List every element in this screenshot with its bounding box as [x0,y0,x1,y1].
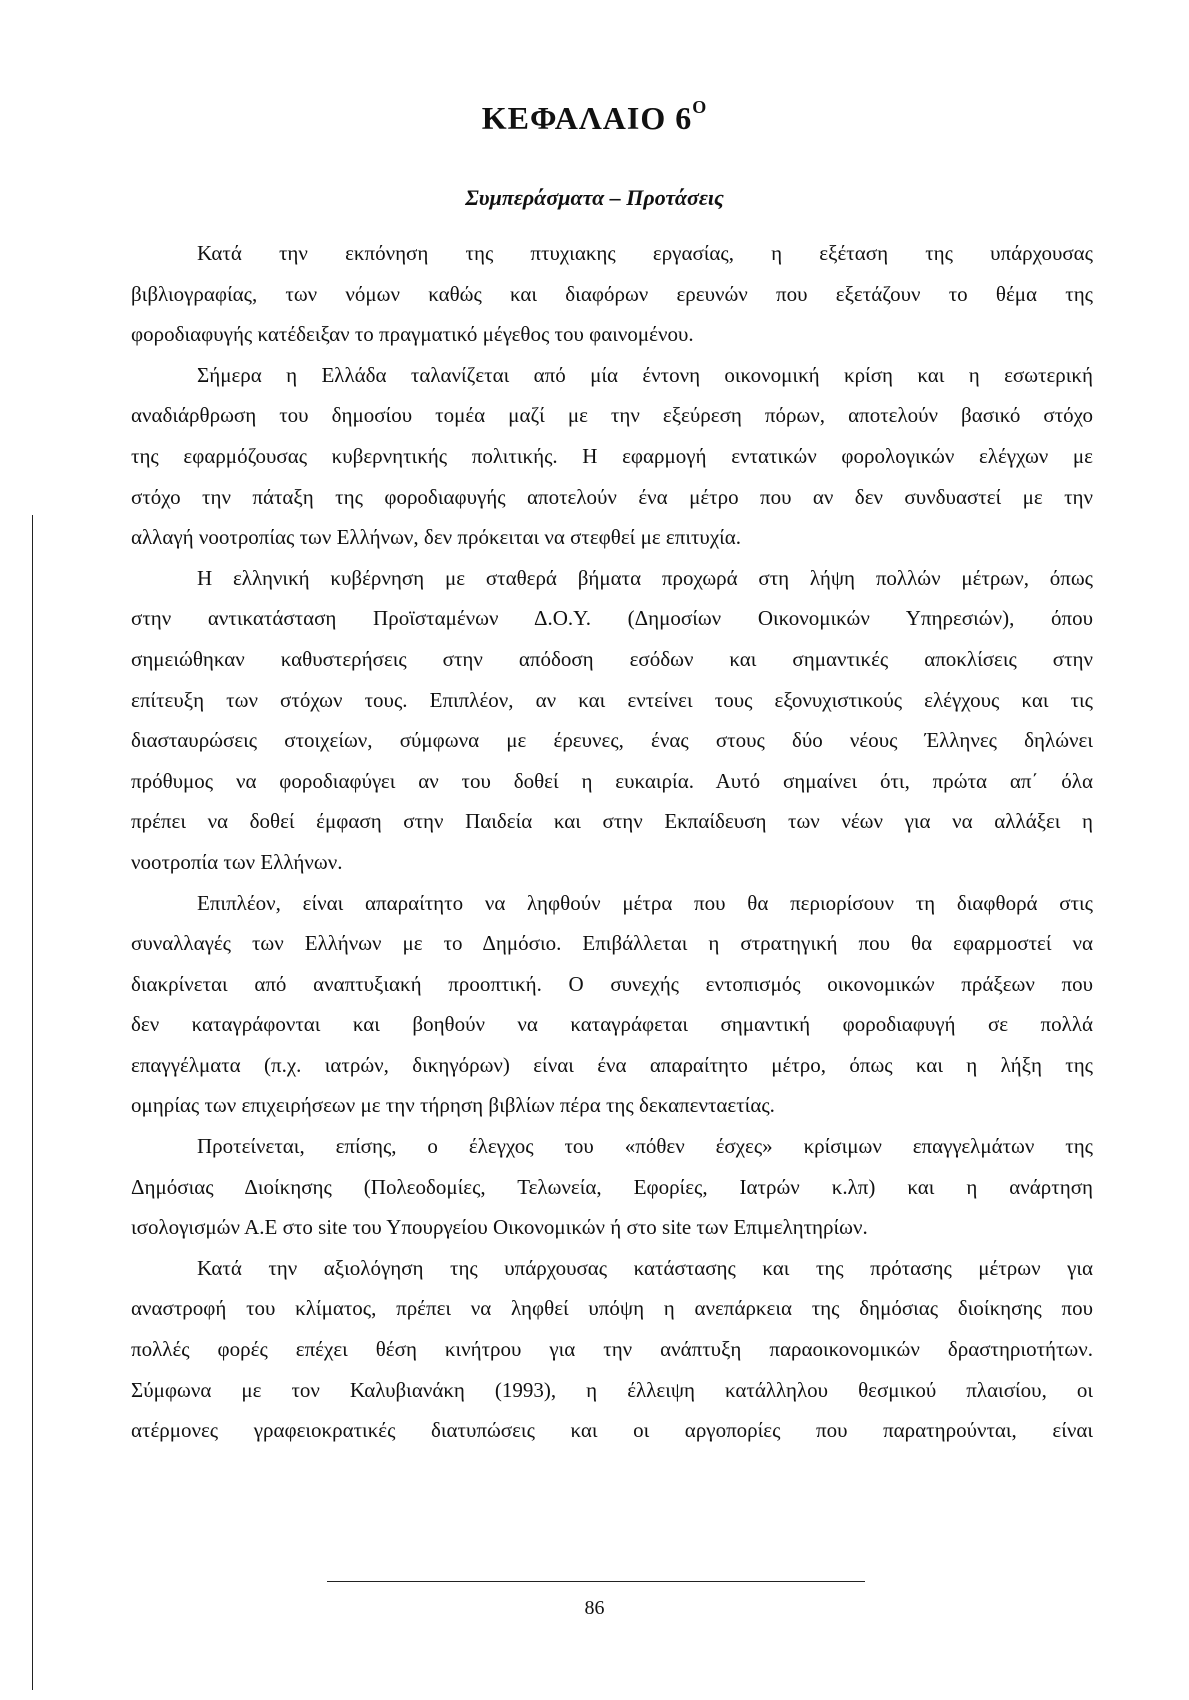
paragraph-line: της εφαρμόζουσας κυβερνητικής πολιτικής. Η εφαρμογή εντατικών φορολογικών ελέγχων με [131,443,1093,468]
paragraph-line: δεν καταγράφονται και βοηθούν να καταγράφεται σημαντική φοροδιαφυγή σε πολλά [131,1012,1093,1037]
paragraph-line: επαγγέλματα (π.χ. ιατρών, δικηγόρων) είναι ένα απαραίτητο μέτρο, όπως και η λήξη της [131,1052,1093,1077]
chapter-title-text: ΚΕΦΑΛΑΙΟ 6 [481,100,693,136]
paragraph-line: Προτείνεται, επίσης, ο έλεγχος του «πόθεν έσχες» κρίσιμων επαγγελμάτων της [197,1134,1093,1159]
paragraph-line: σημειώθηκαν καθυστερήσεις στην απόδοση εσόδων και σημαντικές αποκλίσεις στην [131,646,1093,671]
paragraph-line: στόχο την πάταξη της φοροδιαφυγής αποτελούν ένα μέτρο που αν δεν συνδυαστεί με την [131,484,1093,509]
paragraph-line: Η ελληνική κυβέρνηση με σταθερά βήματα προχωρά στη λήψη πολλών μέτρων, όπως [197,565,1093,590]
paragraph-line: Κατά την αξιολόγηση της υπάρχουσας κατάστασης και της πρότασης μέτρων για [197,1255,1093,1280]
paragraph-line: πολλές φορές επέχει θέση κινήτρου για την ανάπτυξη παραοικονομικών δραστηριοτήτων. [131,1337,1093,1362]
paragraph-line: πρόθυμος να φοροδιαφύγει αν του δοθεί η ευκαιρία. Αυτό σημαίνει ότι, πρώτα απ΄ όλα [131,768,1093,793]
section-title: Συμπεράσματα – Προτάσεις [465,185,724,210]
paragraph-line: διακρίνεται από αναπτυξιακή προοπτική. Ο συνεχής εντοπισμός οικονομικών πράξεων που [131,971,1093,996]
paragraph-line: επίτευξη των στόχων τους. Επιπλέον, αν και εντείνει τους εξονυχιστικούς ελέγχους και τις [131,687,1093,712]
paragraph-line: Επιπλέον, είναι απαραίτητο να ληφθούν μέτρα που θα περιορίσουν τη διαφθορά στις [197,890,1093,915]
paragraph-line: ισολογισμών Α.Ε στο site του Υπουργείου Οικονομικών ή στο site των Επιμελητηρίων. [131,1215,868,1240]
paragraph-line: Σύμφωνα με τον Καλυβιανάκη (1993), η έλλειψη κατάλληλου θεσμικού πλαισίου, οι [131,1377,1093,1402]
paragraph-line: αλλαγή νοοτροπίας των Ελλήνων, δεν πρόκειται να στεφθεί με επιτυχία. [131,525,742,550]
footer-rule [327,1581,865,1582]
paragraph-line: αναδιάρθρωση του δημοσίου τομέα μαζί με την εξεύρεση πόρων, αποτελούν βασικό στόχο [131,403,1093,428]
left-margin-rule [32,515,33,1690]
paragraph-line: αναστροφή του κλίματος, πρέπει να ληφθεί υπόψη η ανεπάρκεια της δημόσιας διοίκησης που [131,1296,1093,1321]
paragraph-line: ομηρίας των επιχειρήσεων με την τήρηση βιβλίων πέρα της δεκαπενταετίας. [131,1093,775,1118]
chapter-title [0,97,1189,137]
paragraph-line: Σήμερα η Ελλάδα ταλανίζεται από μία έντονη οικονομική κρίση και η εσωτερική [197,362,1093,387]
paragraph-line: βιβλιογραφίας, των νόμων καθώς και διαφόρων ερευνών που εξετάζουν το θέμα της [131,281,1093,306]
paragraph-line: νοοτροπία των Ελλήνων. [131,849,343,874]
paragraph-line: διασταυρώσεις στοιχείων, σύμφωνα με έρευνες, ένας στους δύο νέους Έλληνες δηλώνει [131,728,1093,753]
paragraph-line: φοροδιαφυγής κατέδειξαν το πραγματικό μέγεθος του φαινομένου. [131,322,694,347]
paragraph-line: συναλλαγές των Ελλήνων με το Δημόσιο. Επιβάλλεται η στρατηγική που θα εφαρμοστεί να [131,931,1093,956]
body-text [131,233,1093,1451]
paragraph-line: Δημόσιας Διοίκησης (Πολεοδομίες, Τελωνεία, Εφορίες, Ιατρών κ.λπ) και η ανάρτηση [131,1174,1093,1199]
paragraph-line: Κατά την εκπόνηση της πτυχιακης εργασίας, η εξέταση της υπάρχουσας [197,241,1093,265]
paragraph-line: πρέπει να δοθεί έμφαση στην Παιδεία και στην Εκπαίδευση των νέων για να αλλάξει η [131,809,1093,834]
paragraph-line: ατέρμονες γραφειοκρατικές διατυπώσεις και οι αργοπορίες που παρατηρούνται, είναι [131,1418,1093,1443]
page-number: 86 [584,1597,605,1619]
paragraph-line: στην αντικατάσταση Προϊσταμένων Δ.Ο.Υ. (Δημοσίων Οικονομικών Υπηρεσιών), όπου [131,606,1093,631]
chapter-title-superscript: Ο [692,97,708,118]
